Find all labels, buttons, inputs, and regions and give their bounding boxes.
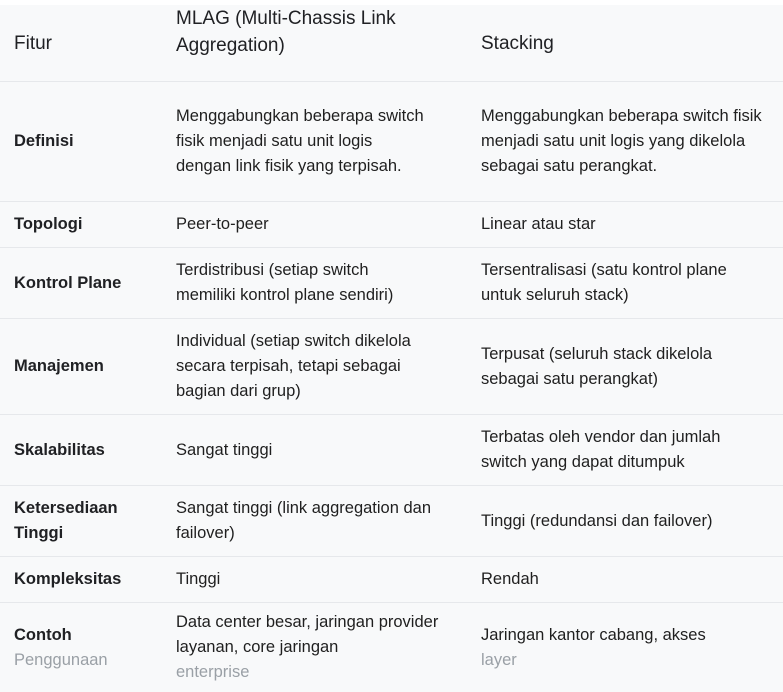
table-row [0, 415, 783, 486]
mlag-main-text: Data center besar, jaringan provider layanan, core jaringan [176, 613, 439, 656]
stacking-faded-text: layer [481, 650, 517, 669]
stacking-cell: Linear atau star [481, 215, 596, 233]
feature-cell: Topologi [14, 215, 83, 233]
table-row [0, 248, 783, 319]
feature-cell [14, 603, 164, 692]
stacking-cell: Rendah [481, 570, 539, 588]
mlag-cell: Terdistribusi (setiap switch memiliki kontrol plane sendiri) [176, 261, 394, 304]
stacking-cell: Tinggi (redundansi dan failover) [481, 511, 713, 530]
stacking-cell: Terbatas oleh vendor dan jumlah switch yang dapat ditumpuk [481, 428, 721, 471]
mlag-cell [176, 603, 441, 692]
stacking-main-text: Jaringan kantor cabang, akses [481, 625, 706, 644]
stacking-cell [481, 603, 776, 692]
feature-cell: Kompleksitas [14, 570, 122, 588]
table-row [0, 202, 783, 248]
mlag-cell: Sangat tinggi (link aggregation dan failover) [176, 499, 432, 542]
feature-cell: Kontrol Plane [14, 273, 122, 292]
table-row [0, 603, 783, 692]
feature-main-text: Contoh [14, 625, 72, 644]
mlag-cell: Sangat tinggi [176, 440, 273, 459]
stacking-cell: Tersentralisasi (satu kontrol plane untuk seluruh stack) [481, 261, 727, 304]
mlag-faded-text: enterprise [176, 663, 250, 681]
feature-faded-text: Penggunaan [14, 650, 108, 669]
table-row [0, 319, 783, 415]
mlag-cell: Tinggi [176, 570, 221, 588]
feature-cell: Definisi [14, 132, 74, 150]
mlag-cell: Menggabungkan beberapa switch fisik menjadi satu unit logis dengan link fisik yang terpisah. [176, 107, 424, 175]
feature-cell: Skalabilitas [14, 440, 105, 459]
table-row [0, 486, 783, 557]
header-fitur: Fitur [14, 32, 52, 54]
mlag-cell: Peer-to-peer [176, 215, 269, 233]
feature-cell: Manajemen [14, 357, 104, 375]
table-row [0, 82, 783, 202]
feature-cell: Ketersediaan Tinggi [14, 499, 118, 542]
stacking-cell: Terpusat (seluruh stack dikelola sebagai satu perangkat) [481, 344, 713, 388]
table-row [0, 557, 783, 603]
header-mlag: MLAG (Multi-Chassis Link Aggregation) [176, 8, 396, 56]
table-header-row [0, 5, 783, 82]
stacking-cell: Menggabungkan beberapa switch fisik menjadi satu unit logis yang dikelola sebagai satu perangkat. [481, 107, 762, 175]
mlag-cell: Individual (setiap switch dikelola secara terpisah, tetapi sebagai bagian dari grup) [176, 332, 411, 400]
header-stacking: Stacking [481, 32, 554, 54]
